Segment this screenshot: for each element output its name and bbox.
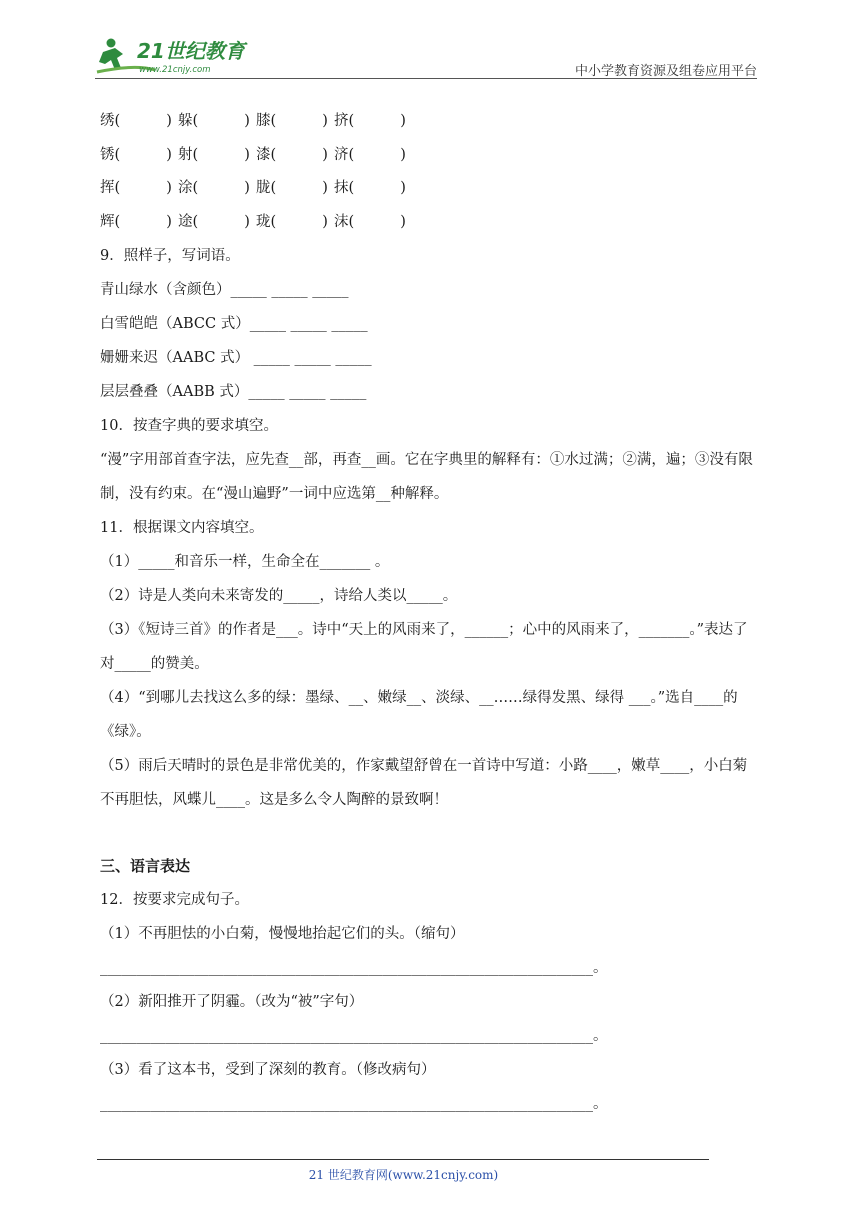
char-cell: 辉( ) bbox=[100, 213, 172, 230]
question-10-body: “漫”字用部首查字法，应先查__部，再查__画。它在字典里的解释有：①水过满；②满，遍；③没有限制，没有约束。在“漫山遍野”一词中应选第__种解释。 bbox=[100, 452, 753, 502]
answer-line[interactable]: ____________________________________________________________________。 bbox=[100, 1028, 608, 1044]
char-grid-row bbox=[100, 139, 760, 173]
header-platform-text: 中小学教育资源及组卷应用平台 bbox=[574, 64, 757, 79]
svg-text:www.21cnjy.com: www.21cnjy.com bbox=[139, 65, 211, 75]
question-12-title: 12．按要求完成句子。 bbox=[100, 892, 249, 908]
question-11-item: （1）_____和音乐一样，生命全在_______ 。 bbox=[100, 554, 390, 570]
char-grid-row bbox=[100, 206, 760, 240]
char-grid-row bbox=[100, 105, 760, 139]
question-11-item: （5）雨后天晴时的景色是非常优美的，作家戴望舒曾在一首诗中写道：小路____，嫩草____，小白菊不再胆怯，风蝶儿____。这是多么令人陶醉的景致啊！ bbox=[100, 758, 748, 808]
question-12-prompt: （3）看了这本书，受到了深刻的教育。（修改病句） bbox=[100, 1062, 436, 1078]
logo-21cnjy bbox=[95, 34, 265, 78]
char-cell: 途( ) bbox=[178, 213, 250, 230]
char-cell: 涂( ) bbox=[178, 180, 250, 196]
question-12-prompt: （2）新阳推开了阴霾。（改为“被”字句） bbox=[100, 994, 364, 1010]
char-cell: 躲( ) bbox=[178, 113, 250, 129]
answer-line[interactable]: ____________________________________________________________________。 bbox=[100, 1096, 608, 1112]
char-cell: 沫( ) bbox=[334, 213, 406, 230]
char-cell: 抹( ) bbox=[334, 180, 406, 196]
char-cell: 绣( ) bbox=[100, 113, 172, 129]
char-cell: 挤( ) bbox=[334, 113, 406, 129]
question-9-title: 9．照样子，写词语。 bbox=[100, 248, 240, 264]
answer-line[interactable]: ____________________________________________________________________。 bbox=[100, 960, 608, 976]
question-9-item: 白雪皑皑（ABCC 式）_____ _____ _____ bbox=[100, 316, 368, 332]
question-11-title: 11．根据课文内容填空。 bbox=[100, 520, 264, 536]
char-cell: 胧( ) bbox=[256, 180, 328, 196]
question-9-item: 姗姗来迟（AABC 式） _____ _____ _____ bbox=[100, 350, 372, 366]
question-12-prompt: （1）不再胆怯的小白菊，慢慢地抬起它们的头。（缩句） bbox=[100, 926, 465, 942]
char-cell: 漆( ) bbox=[256, 146, 328, 163]
question-11-item: （2）诗是人类向未来寄发的_____，诗给人类以_____。 bbox=[100, 588, 458, 604]
svg-text:21世纪教育: 21世纪教育 bbox=[137, 39, 245, 63]
question-9-item: 层层叠叠（AABB 式）_____ _____ _____ bbox=[100, 384, 367, 400]
char-grid bbox=[100, 105, 760, 239]
char-cell: 膝( ) bbox=[256, 113, 328, 129]
question-10-title: 10．按查字典的要求填空。 bbox=[100, 418, 278, 434]
page-header bbox=[95, 30, 757, 80]
question-11-item: （3）《短诗三首》的作者是___。诗中“天上的风雨来了，______；心中的风雨来了，_______。”表达了对_____的赞美。 bbox=[100, 622, 748, 672]
question-11-item: （4）“到哪儿去找这么多的绿：墨绿、__、嫩绿__、淡绿、__……绿得发黑、绿得 ___。”选自____的《绿》。 bbox=[100, 690, 738, 740]
header-divider bbox=[95, 78, 757, 79]
char-cell: 锈( ) bbox=[100, 146, 172, 163]
document-content bbox=[100, 105, 760, 1121]
section-3-title: 三、语言表达 bbox=[100, 857, 191, 875]
char-cell: 射( ) bbox=[178, 146, 250, 163]
char-grid-row bbox=[100, 172, 760, 206]
char-cell: 济( ) bbox=[334, 146, 406, 163]
char-cell: 挥( ) bbox=[100, 180, 172, 196]
question-9-item: 青山绿水（含颜色）_____ _____ _____ bbox=[100, 282, 349, 298]
footer-divider bbox=[97, 1159, 709, 1160]
char-cell: 珑( ) bbox=[256, 213, 328, 230]
footer-link[interactable]: 21 世纪教育网(www.21cnjy.com) bbox=[308, 1168, 499, 1182]
